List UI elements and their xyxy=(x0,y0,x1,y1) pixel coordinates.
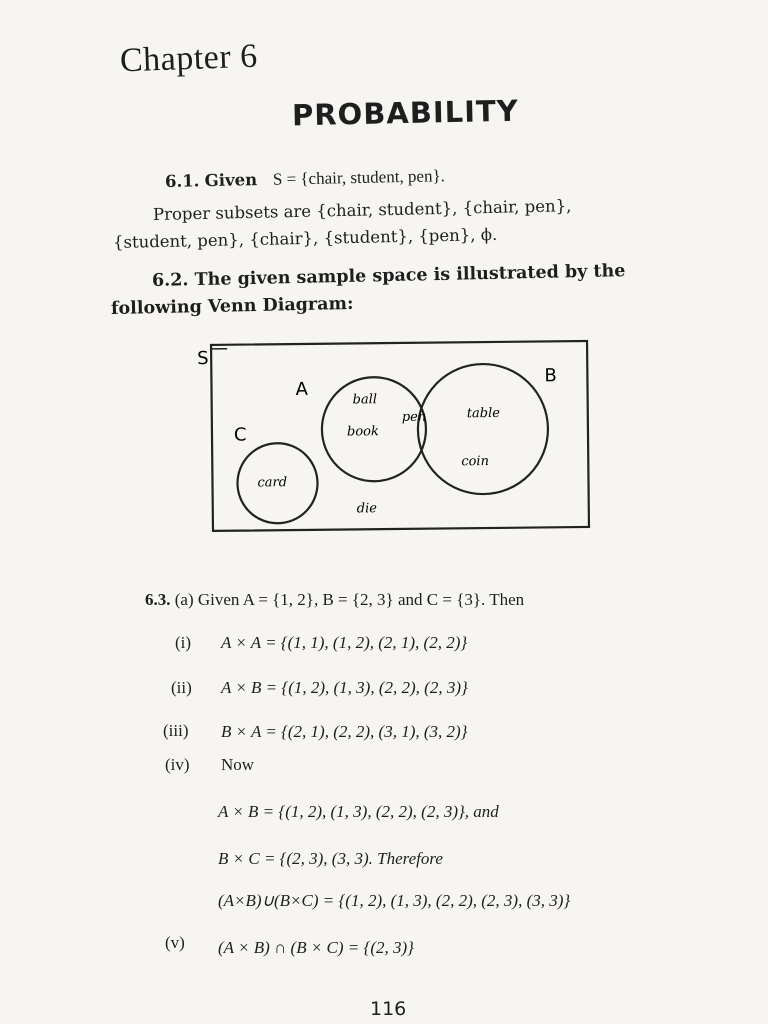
label-s: S xyxy=(197,347,209,370)
venn-diagram xyxy=(190,335,600,535)
sample-space-rectangle xyxy=(211,341,589,531)
section-6-3-label: 6.3. xyxy=(145,590,171,609)
section-6-1-given: Given xyxy=(204,170,258,191)
item-iv-number: (iv) xyxy=(165,755,190,774)
now-line-1: A × B = {(1, 2), (1, 3), (2, 2), (2, 3)}, and xyxy=(218,802,499,821)
section-6-3-intro-line xyxy=(145,590,524,610)
now-line-3: (A×B)∪(B×C) = {(1, 2), (1, 3), (2, 2), (2, 3), (3, 3)} xyxy=(218,891,571,910)
element-ball: ball xyxy=(352,392,378,408)
section-6-1-statement: S = {chair, student, pen}. xyxy=(272,166,446,189)
now-line-2: B × C = {(2, 3), (3, 3). Therefore xyxy=(218,849,443,868)
section-6-1-line-3: {student, pen}, {chair}, {student}, {pen}, ϕ. xyxy=(112,224,498,252)
chapter-heading: Chapter 6 xyxy=(119,37,259,80)
item-i-number: (i) xyxy=(175,633,192,652)
section-6-3-intro: (a) Given A = {1, 2}, B = {2, 3} and C = {3}. Then xyxy=(174,590,525,609)
item-iii-number: (iii) xyxy=(163,721,189,740)
set-b-circle xyxy=(417,363,548,494)
label-a: A xyxy=(295,378,308,401)
item-v-text: (A × B) ∩ (B × C) = {(2, 3)} xyxy=(218,938,414,957)
page-title: PROBABILITY xyxy=(291,93,520,133)
element-table: table xyxy=(466,405,501,422)
item-v-number: (v) xyxy=(165,933,185,952)
section-6-2-line-1: 6.2. The given sample space is illustrated by the xyxy=(151,261,626,291)
section-6-2-line-2: following Venn Diagram: xyxy=(110,293,354,319)
section-6-1-line-1 xyxy=(165,166,445,192)
element-pen: pen xyxy=(401,409,427,425)
item-i-text: A × A = {(1, 1), (1, 2), (2, 1), (2, 2)} xyxy=(221,633,468,652)
element-die: die xyxy=(356,501,378,517)
item-ii-text: A × B = {(1, 2), (1, 3), (2, 2), (2, 3)} xyxy=(221,678,468,697)
label-b: B xyxy=(544,365,557,387)
item-ii-number: (ii) xyxy=(171,678,192,697)
element-book: book xyxy=(346,424,379,440)
item-iii-text: B × A = {(2, 1), (2, 2), (3, 1), (3, 2)} xyxy=(221,722,468,741)
page-number: 116 xyxy=(370,998,407,1020)
section-6-1-line-2: Proper subsets are {chair, student}, {chair, pen}, xyxy=(152,196,572,224)
element-card: card xyxy=(257,475,288,491)
element-coin: coin xyxy=(461,454,490,470)
item-iv-text: Now xyxy=(221,755,255,774)
section-6-1-label: 6.1. xyxy=(164,171,200,191)
label-c: C xyxy=(233,424,247,446)
